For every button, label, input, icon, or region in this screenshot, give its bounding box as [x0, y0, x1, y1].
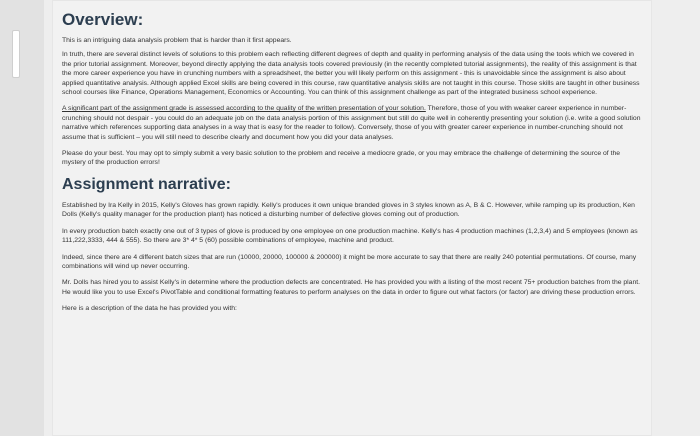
- overview-paragraph-2-underlined: A significant part of the assignment grade is assessed according to the quality of the written presentation of your solution.: [62, 105, 426, 113]
- narrative-paragraph-1: Established by Ira Kelly in 2015, Kelly's Gloves has grown rapidly. Kelly's produces it own unique branded gloves in 3 styles known as A, B & C. However, while ramping up its production, Ken Dolls (Kelly's quality manager for the production plant) has noticed a disturbing number of defective gloves coming out of production.: [62, 201, 635, 219]
- narrative-paragraph-3: Indeed, since there are 4 different batch sizes that are run (10000, 20000, 100000 & 200000) it might be more accurate to say that there are really 240 potential permutations. Of course, many combinations will wind up never occurring.: [62, 253, 637, 270]
- overview-paragraph-2: [62, 104, 642, 142]
- overview-intro: This is an intriguing data analysis problem that is harder than it first appears.: [62, 37, 292, 44]
- left-gutter: [0, 0, 44, 436]
- document-content: [52, 0, 652, 436]
- overview-heading: Overview:: [62, 10, 144, 29]
- document-inner: [52, 0, 652, 314]
- overview-paragraph-1: [62, 50, 642, 97]
- overview-paragraph-3: Please do your best. You may opt to simply submit a very basic solution to the problem and receive a mediocre grade, or you may embrace the challenge of determining the source of the mystery of the production errors!: [62, 150, 621, 167]
- narrative-paragraph-5: Here is a description of the data he has provided you with:: [62, 305, 237, 313]
- narrative-paragraph-2: In every production batch exactly one out of 3 types of glove is produced by one employee on one production machine. Kelly's has 4 production machines (1,2,3,4) and 5 employees (known as 111,222,3333, 444 & 555). So there are 3* 4* 5 (60) possible combinations of employee, machine and product.: [62, 227, 638, 245]
- narrative-paragraph-4: Mr. Dolls has hired you to assist Kelly's in determine where the production defects are concentrated. He has provided you with a listing of the most recent 75+ production batches from the plant. He would like you to use Excel's PivotTable and conditional formatting features to perform analyses on the data in order to figure out what factors (or factor) are driving these production errors.: [62, 279, 641, 296]
- narrative-heading: Assignment narrative:: [62, 175, 231, 193]
- overview-paragraph-1b: Although applied Excel skills are being covered in this course, raw quantitative analysis skills are not taught in this course. Those skills are taught in other business school courses like Finance, Operations Management, Economics or Accounting. You can think of this assignment challenge as part of the integrated business school experience.: [62, 79, 640, 97]
- overview-paragraph-1a: In truth, there are several distinct levels of solutions to this problem each reflecting different degrees of depth and quality in performing analysis of the data using the tools which we covered in the prior tutorial assignment. Moreover, beyond directly applying the data analysis tools covered previously (in the recently completed tutorial assignments), the reality of this assignment is that the more career experience you have in crunching numbers with a spreadsheet, the better you will likely perform on this assignment - this is unavoidable since the assignment is also about applied quantitative analysis.: [62, 51, 637, 87]
- scroll-position-marker[interactable]: [12, 30, 20, 78]
- overview-paragraph-2-rest: Therefore, those of you with weaker career experience in number-crunching should not despair - you could do an adequate job on the data analysis portion of this assignment but still do quite well in coherently presenting your solution (i.e. write a good solution narrative which references supporting data analyses in a way that is easy for the reader to follow). Conversely, those of you with greater career experience in number-crunching should not assume that is sufficient – you will still need to describe clearly and document how you did your data analyses.: [62, 105, 641, 141]
